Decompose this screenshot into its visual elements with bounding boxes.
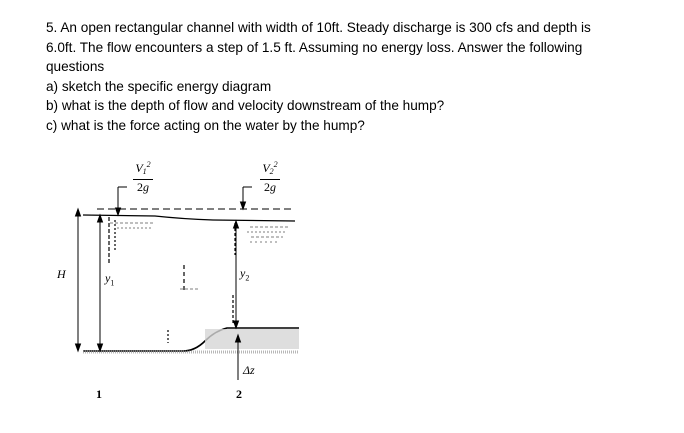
question-c: c) what is the force acting on the water by the hump? xyxy=(46,117,365,133)
question-a: a) sketch the specific energy diagram xyxy=(46,78,272,94)
section-2-label: 2 xyxy=(236,387,242,401)
problem-line-2: 6.0ft. The flow encounters a step of 1.5 ft. Assuming no energy loss. Answer the following xyxy=(46,39,583,55)
problem-line-1: 5. An open rectangular channel with width of 10ft. Steady discharge is 300 cfs and depth is xyxy=(46,20,591,35)
velocity-head-2-V: V xyxy=(262,161,270,175)
velocity-head-2-subscript: 2 xyxy=(269,167,274,176)
y1-label xyxy=(105,271,114,287)
problem-line-3: questions xyxy=(46,59,105,75)
question-b: b) what is the depth of flow and velocity downstream of the hump? xyxy=(46,98,445,114)
y2-subscript: 2 xyxy=(245,273,250,283)
hump-hatching xyxy=(205,329,299,349)
mid-marks xyxy=(168,265,184,343)
y2-symbol: y xyxy=(240,266,246,280)
section-1-marker xyxy=(109,217,115,265)
velocity-head-1-exponent: 2 xyxy=(146,160,151,169)
velocity-head-1-den-g: g xyxy=(143,180,149,194)
y2-dimension xyxy=(234,221,239,328)
delta-z-arrow xyxy=(236,335,241,380)
velocity-head-2-den-g: g xyxy=(270,180,276,194)
channel-diagram xyxy=(55,155,315,410)
velocity-head-2-label xyxy=(260,159,280,193)
y1-subscript: 1 xyxy=(110,278,115,288)
y1-symbol: y xyxy=(105,271,111,285)
velocity-head-1-bracket xyxy=(116,187,128,215)
delta-z-label: Δz xyxy=(243,363,255,377)
velocity-head-2-den-num: 2 xyxy=(264,180,270,194)
H-dimension xyxy=(76,209,81,351)
section-1-label: 1 xyxy=(96,387,102,401)
velocity-head-1-subscript: 1 xyxy=(142,167,147,176)
problem-statement xyxy=(46,18,676,136)
velocity-head-2-bracket xyxy=(241,187,253,209)
velocity-head-1-V: V xyxy=(135,161,143,175)
channel-step-figure xyxy=(55,155,315,410)
y1-dimension xyxy=(98,215,103,351)
velocity-head-2-exponent: 2 xyxy=(273,160,278,169)
velocity-head-1-den-num: 2 xyxy=(137,180,143,194)
H-label: H xyxy=(57,267,66,281)
y2-label xyxy=(240,266,249,282)
surface-ripples xyxy=(110,223,290,289)
velocity-head-1-label xyxy=(133,159,153,193)
section-2-marker xyxy=(233,223,235,323)
